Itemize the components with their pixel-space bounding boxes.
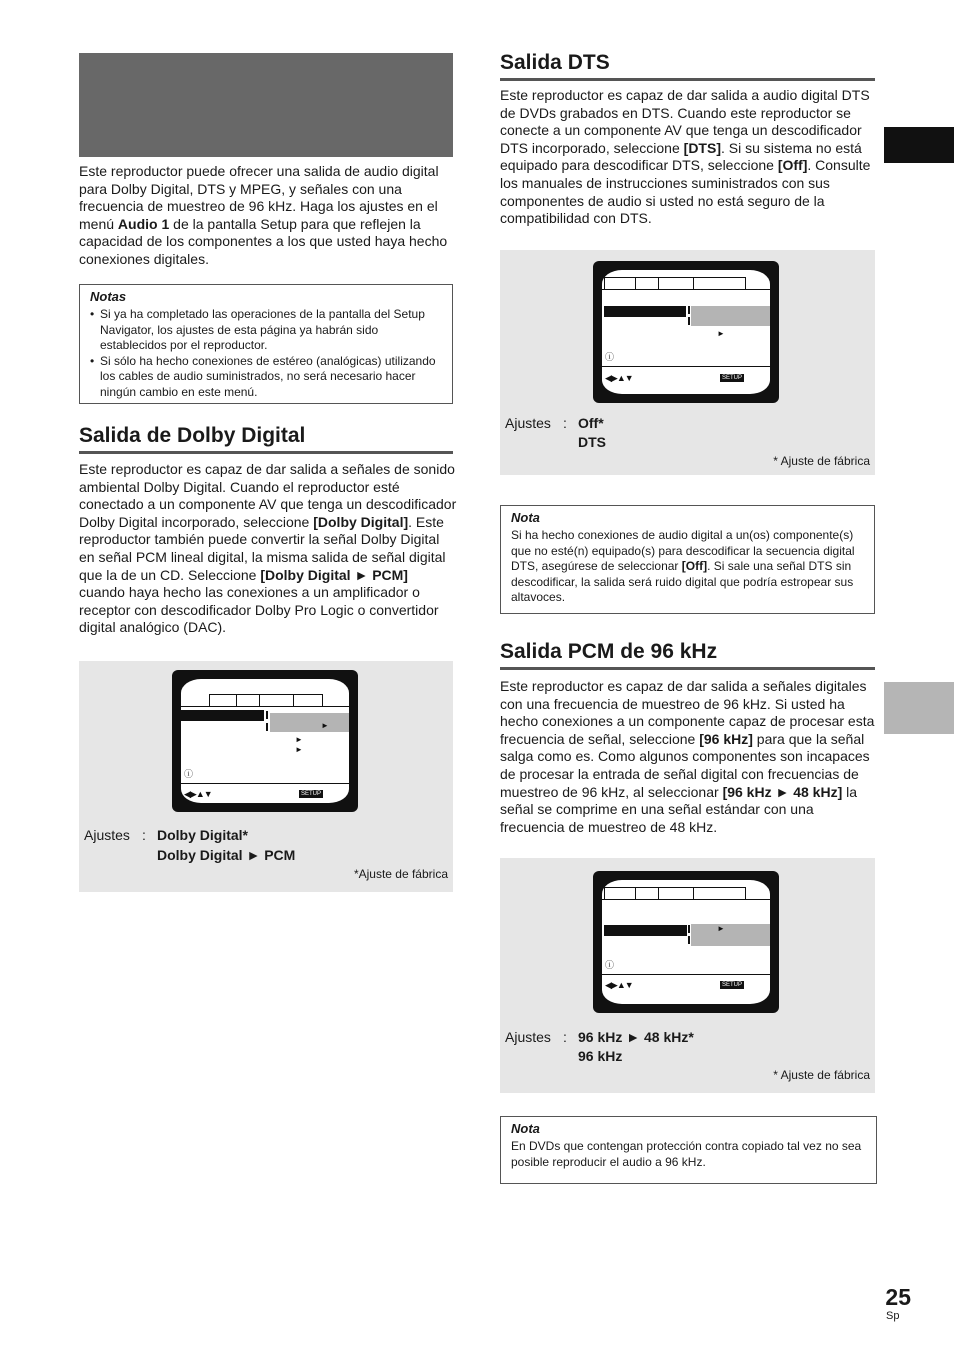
option-bar [691, 924, 770, 946]
dts-menu-screen [593, 261, 779, 403]
intro-paragraph: Este reproductor puede ofrecer una salida de audio digital para Dolby Digital, DTS y MPEG, y señales con una frecuencia de muestreo de 96 kHz. Haga los ajustes en el menú Audio 1 de la pantalla Setup para que reflejen la capacidad de los componentes a los que usted haya hecho conexiones digitales. [79, 163, 448, 267]
menu-tabs [604, 277, 746, 289]
side-tab-grey [884, 682, 954, 734]
arrow-icon: ► [295, 735, 303, 744]
dolby-menu-screen [172, 670, 358, 812]
factory-note: * Ajuste de fábrica [773, 1068, 870, 1082]
note-text: Si ha hecho conexiones de audio digital a un(os) componente(s) que no esté(n) equipado(s) para descodificar la secuencia digital DTS, asegúrese de seleccionar [Off]. Si sale una señal DTS sin descodificar, la salida será ruido digital que podría estropear sus altavoces. [511, 528, 855, 605]
settings-option: Off* [578, 415, 604, 431]
info-icon: ⓘ [605, 960, 615, 970]
settings-label: Ajustes [505, 1029, 551, 1045]
dts-note-box [500, 505, 875, 614]
setup-badge: SETUP [722, 375, 743, 381]
settings-option: Dolby Digital ► PCM [157, 847, 296, 863]
menu-tabs [604, 887, 746, 899]
arrow-icon: ► [717, 924, 725, 933]
settings-sep: : [563, 415, 567, 431]
option-bar [270, 713, 349, 732]
selected-setting-bar [181, 710, 264, 721]
notes-box [79, 284, 453, 404]
setup-badge: SETUP [722, 982, 743, 988]
arrow-icon: ► [717, 329, 725, 338]
selected-setting-bar [604, 925, 687, 936]
side-tab-black [884, 127, 954, 163]
option-bar [691, 306, 770, 326]
settings-label: Ajustes [84, 827, 130, 843]
menu-tabs [209, 694, 323, 706]
dolby-settings-panel [79, 661, 453, 892]
section-header-block [79, 53, 453, 157]
factory-note: * Ajuste de fábrica [773, 454, 870, 468]
pcm-settings-panel [500, 858, 875, 1093]
note-text: En DVDs que contengan protección contra copiado tal vez no sea posible reproducir el audio a 96 kHz. [511, 1139, 862, 1169]
page-number: 25 [885, 1284, 911, 1310]
dts-paragraph: Este reproductor es capaz de dar salida a audio digital DTS de DVDs grabados en DTS. Cuando este reproductor se conecte a un componente AV que tenga un descodificador DTS incorporado, seleccione [DTS]. Si su sistema no está equipado para descodificar DTS, seleccione [Off]. Consulte los manuales de instrucciones suministrados con sus componentes de audio si usted no está seguro de la compatibilidad con DTS. [500, 87, 871, 227]
dts-settings-panel [500, 250, 875, 475]
setup-badge: SETUP [301, 791, 322, 797]
note-item: • Si ya ha completado las operaciones de la pantalla del Setup Navigator, los ajustes de esta página ya habrán sido establecidos por el reproductor. [100, 307, 442, 354]
pcm-menu-screen [593, 871, 779, 1013]
nav-arrows-icon: ◀▶▲▼ [184, 789, 212, 799]
pcm-note-box [500, 1116, 877, 1184]
arrow-icon: ► [321, 721, 329, 730]
settings-sep: : [142, 827, 146, 843]
selected-setting-bar [604, 306, 686, 317]
nav-arrows-icon: ◀▶▲▼ [605, 980, 633, 990]
settings-option: Dolby Digital* [157, 827, 249, 843]
note-title: Nota [511, 510, 540, 525]
dts-heading: Salida DTS [500, 51, 875, 81]
info-icon: ⓘ [605, 352, 615, 362]
settings-option: 96 kHz ► 48 kHz* [578, 1029, 694, 1045]
factory-note: *Ajuste de fábrica [353, 867, 448, 881]
dolby-paragraph: Este reproductor es capaz de dar salida a señales de sonido ambiental Dolby Digital. Cuando el reproductor esté conectado a un componente AV que tenga un descodificador Dolby Digital incorporado, seleccione [Dolby Digital]. Este reproductor también puede convertir la señal Dolby Digital en señal PCM lineal digital, la misma salida de señal digital que la de un CD. Seleccione [Dolby Digital ► PCM] cuando haya hecho las conexiones a un amplificador o receptor con descodificador Dolby Pro Logic o convertidor digital analógico (DAC). [79, 461, 457, 636]
arrow-icon: ► [295, 745, 303, 754]
notes-title: Notas [90, 289, 127, 304]
language-code: Sp [886, 1310, 900, 1322]
notes-list [90, 307, 442, 401]
pcm-heading: Salida PCM de 96 kHz [500, 640, 875, 670]
note-item: • Si sólo ha hecho conexiones de estéreo (analógicas) utilizando los cables de audio suministrados, no será necesario hacer ningún cambio en este menú. [100, 354, 442, 401]
settings-option: DTS [578, 434, 606, 450]
note-title: Nota [511, 1121, 540, 1136]
pcm-paragraph: Este reproductor es capaz de dar salida a señales digitales con una frecuencia de muestreo de 96 kHz. Si usted ha hecho conexiones a un componente capaz de procesar esta frecuencia de señal, seleccione [96 kHz] para que la señal salga como es. Como algunos componentes son incapaces de procesar la entrada de señal digital con frecuencias de muestreo de 96 kHz, al seleccionar [96 kHz ► 48 kHz] la señal se comprime en una señal estándar con una frecuencia de muestreo de 48 kHz. [500, 678, 875, 835]
settings-option: 96 kHz [578, 1048, 623, 1064]
settings-label: Ajustes [505, 415, 551, 431]
dolby-heading: Salida de Dolby Digital [79, 424, 453, 454]
nav-arrows-icon: ◀▶▲▼ [605, 373, 633, 383]
settings-sep: : [563, 1029, 567, 1045]
info-icon: ⓘ [184, 769, 194, 779]
